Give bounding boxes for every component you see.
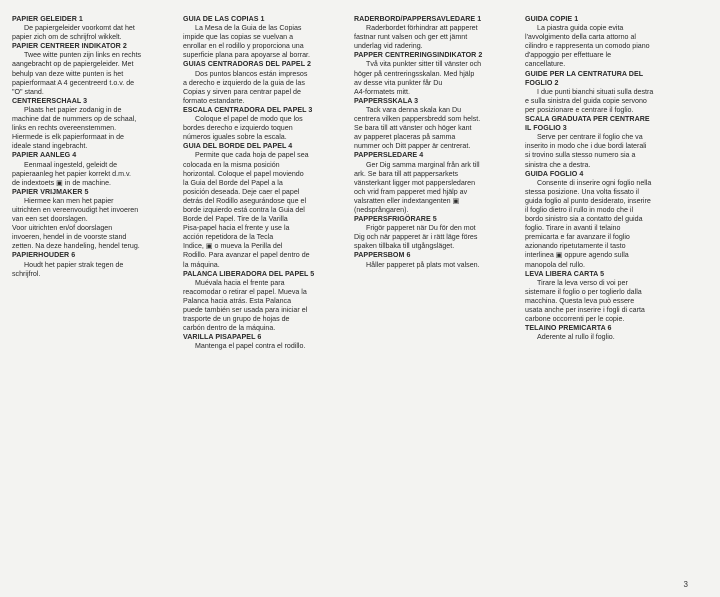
section-text: Eenmaal ingesteld, geleidt de papieraanleg het papier korrekt d.m.v. de indextoets ▣ in de machine. bbox=[12, 160, 131, 187]
section bbox=[12, 188, 175, 252]
section-heading: SCALA GRADUATA PER CENTRARE IL FOGLIO 3 bbox=[525, 115, 650, 133]
section-heading: RADERBORD/PAPPERSAVLEDARE 1 bbox=[354, 15, 482, 23]
section-heading: PAPPER CENTRERINGSINDIKATOR 2 bbox=[354, 51, 483, 60]
section bbox=[183, 15, 346, 60]
section-text: De papiergeleider voorkomt dat het papier zich om de schrijfrol wikkelt. bbox=[12, 24, 135, 42]
section-heading: PAPPERSLEDARE 4 bbox=[354, 151, 424, 160]
section-heading: GUIDE PER LA CENTRATURA DEL FOGLIO 2 bbox=[525, 69, 644, 87]
section bbox=[12, 251, 175, 278]
section-heading: PAPPERSSKALA 3 bbox=[354, 96, 419, 105]
section-heading: PAPIER CENTREER INDIKATOR 2 bbox=[12, 42, 127, 51]
section-text: Hiermee kan men het papier uitrichten en vereenvoudigt het invoeren van een set doorslagen. Voor uitrichten en/of doorslagen invoeren, hendel in de voorste stand zetten. Na deze handeling, hendel terug. bbox=[12, 196, 140, 251]
section-heading: PAPIERHOUDER 6 bbox=[12, 251, 76, 260]
section bbox=[525, 115, 688, 170]
section-text: Raderbordet förhindrar att papperet fastnar runt valsen och ger ett jämnt underlag vid radering. bbox=[354, 24, 478, 51]
section bbox=[12, 42, 175, 97]
section-heading: PAPIER VRIJMAKER 5 bbox=[12, 187, 89, 196]
section bbox=[12, 97, 175, 152]
section-heading: GUIA DE LAS COPIAS 1 bbox=[183, 15, 265, 23]
section bbox=[183, 333, 346, 351]
section-text: Tack vara denna skala kan Du centrera vilken pappersbredd som helst. Se bara till att vänster och höger kant av papperet placeras på samma nummer och Ditt papper är centrerat. bbox=[354, 105, 481, 151]
section bbox=[525, 170, 688, 270]
section bbox=[354, 151, 517, 215]
section bbox=[183, 142, 346, 269]
section-heading: PAPPERSFRIGÖRARE 5 bbox=[354, 215, 437, 224]
section bbox=[354, 15, 517, 51]
section-text: Serve per centrare il foglio che va inserito in modo che i due bordi laterali si trovino sulla stesso numero sia a sinistra che a destra. bbox=[525, 133, 647, 169]
column-swedish bbox=[354, 15, 517, 270]
section-text: Håller papperet på plats mot valsen. bbox=[366, 260, 480, 269]
section-heading: LEVA LIBERA CARTA 5 bbox=[525, 269, 605, 278]
section-text: I due punti bianchi situati sulla destra e sulla sinistra del guida copie servono per posizionare e centrare il foglio. bbox=[525, 87, 654, 114]
section-text: Mantenga el papel contra el rodillo. bbox=[195, 342, 306, 351]
section-text: Coloque el papel de modo que los bordes derecho e izquierdo toquen números iguales sobre la escala. bbox=[183, 115, 303, 142]
section-heading: PAPIER GELEIDER 1 bbox=[12, 15, 83, 23]
section-text: Dos puntos blancos están impresos a derecho e izquierdo de la guia de las Copias y sirven para centrar papel de formato estandarte. bbox=[183, 69, 308, 105]
section-text: Två vita punkter sitter till vänster och höger på centreringsskalan. Med hjälp av desse vita punkter får Du A4-formatets mitt. bbox=[354, 60, 482, 96]
section bbox=[525, 70, 688, 115]
section-text: Plaats het papier zodanig in de machine dat de nummers op de schaal, links en rechts overeenstemmen. Hiermede is elk papierformaat in de ideale stand ingebracht. bbox=[12, 105, 137, 151]
column-dutch bbox=[12, 15, 175, 279]
section-heading: PAPIER AANLEG 4 bbox=[12, 151, 77, 160]
section-text: Tirare la leva verso di voi per sistemare il foglio o per toglierlo dalla macchina. Questa leva può essere usata anche per inserire i fogli di carta carbone occorrenti per le copie. bbox=[525, 278, 645, 324]
section-text: Permite que cada hoja de papel sea colocada en la misma posición horizontal. Coloque el papel moviendo la Guia del Borde del Papel a la posición deseada. Deje caer el papel detrás del Rodillo asegurándose que el borde izquierdo está contra la Guia del Borde del Papel. Tire de la Varilla Pisa-papel hacia el frente y use la acción repetidora de la Tecla Indice, ▣ o mueva la Perilla del Rodillo. Para avanzar el papel dentro de la máquina. bbox=[183, 151, 310, 269]
section bbox=[525, 324, 688, 342]
section bbox=[183, 60, 346, 105]
section-heading: PAPPERSBOM 6 bbox=[354, 251, 411, 260]
section bbox=[354, 251, 517, 269]
section-heading: GUIAS CENTRADORAS DEL PAPEL 2 bbox=[183, 60, 311, 69]
page-number: 3 bbox=[683, 580, 688, 589]
column-spanish bbox=[183, 15, 346, 351]
section-text: Muévala hacia el frente para reacomodar o retirar el papel. Mueva la Palanca hacia atrás. Esta Palanca puede también ser usada para iniciar el trasporte de un grupo de hojas de carbón dentro de la máquina. bbox=[183, 278, 308, 333]
section bbox=[354, 97, 517, 152]
section bbox=[525, 15, 688, 70]
section-text: La Mesa de la Guia de las Copias impide que las copias se vuelvan a enrollar en el rodillo y proporciona una superficie plana para apoyarse al borrar. bbox=[183, 24, 310, 60]
section-text: Houdt het papier strak tegen de schrijfrol. bbox=[12, 260, 124, 278]
section-text: Twee witte punten zijn links en rechts aangebracht op de papiergeleider. Met behulp van deze witte punten is het papierformaat A 4 gecentreerd t.o.v. de "O" stand. bbox=[12, 51, 142, 96]
section-text: La piastra guida copie evita l'avvolgimento della carta attorno al cilindro e rappresenta un comodo piano d'appoggio per effettuare le cancellature. bbox=[525, 24, 650, 69]
section-text: Consente di inserire ogni foglio nella stessa posizione. Una volta fissato il guida foglio al punto desiderato, inserire il foglio dietro il rullo in modo che il bordo sinistro sia a contatto del guida foglio. Tirare in avanti il telaino premicarta e far avanzare il foglio azionando ripetutamente il tasto interlinea ▣ oppure agendo sulla manopola del rullo. bbox=[525, 178, 652, 269]
section-heading: GUIA DEL BORDE DEL PAPEL 4 bbox=[183, 142, 293, 151]
section-heading: ESCALA CENTRADORA DEL PAPEL 3 bbox=[183, 105, 313, 114]
section bbox=[354, 51, 517, 96]
section-text: Aderente al rullo il foglio. bbox=[537, 333, 615, 342]
section bbox=[12, 151, 175, 187]
section bbox=[12, 15, 175, 42]
section-heading: CENTREERSCHAAL 3 bbox=[12, 96, 88, 105]
section bbox=[183, 270, 346, 334]
section bbox=[354, 215, 517, 251]
section-text: Frigör papperet när Du för den mot Dig och när papperet är i rätt läge föres spaken tillbaka till utgångsläget. bbox=[354, 224, 478, 251]
section-heading: VARILLA PISAPAPEL 6 bbox=[183, 333, 262, 342]
section-heading: TELAINO PREMICARTA 6 bbox=[525, 324, 612, 333]
section bbox=[525, 270, 688, 325]
section-heading: PALANCA LIBERADORA DEL PAPEL 5 bbox=[183, 269, 315, 278]
section bbox=[183, 106, 346, 142]
section-text: Ger Dig samma marginal från ark till ark. Se bara till att pappersarkets vänsterkant ligger mot pappersledaren och vrid fram papperet med hjälp av valsratten eller indextangenten ▣ (nedsprångaren). bbox=[354, 160, 480, 214]
section-heading: GUIDA FOGLIO 4 bbox=[525, 169, 584, 178]
column-italian bbox=[525, 15, 688, 342]
section-heading: GUIDA COPIE 1 bbox=[525, 15, 579, 23]
